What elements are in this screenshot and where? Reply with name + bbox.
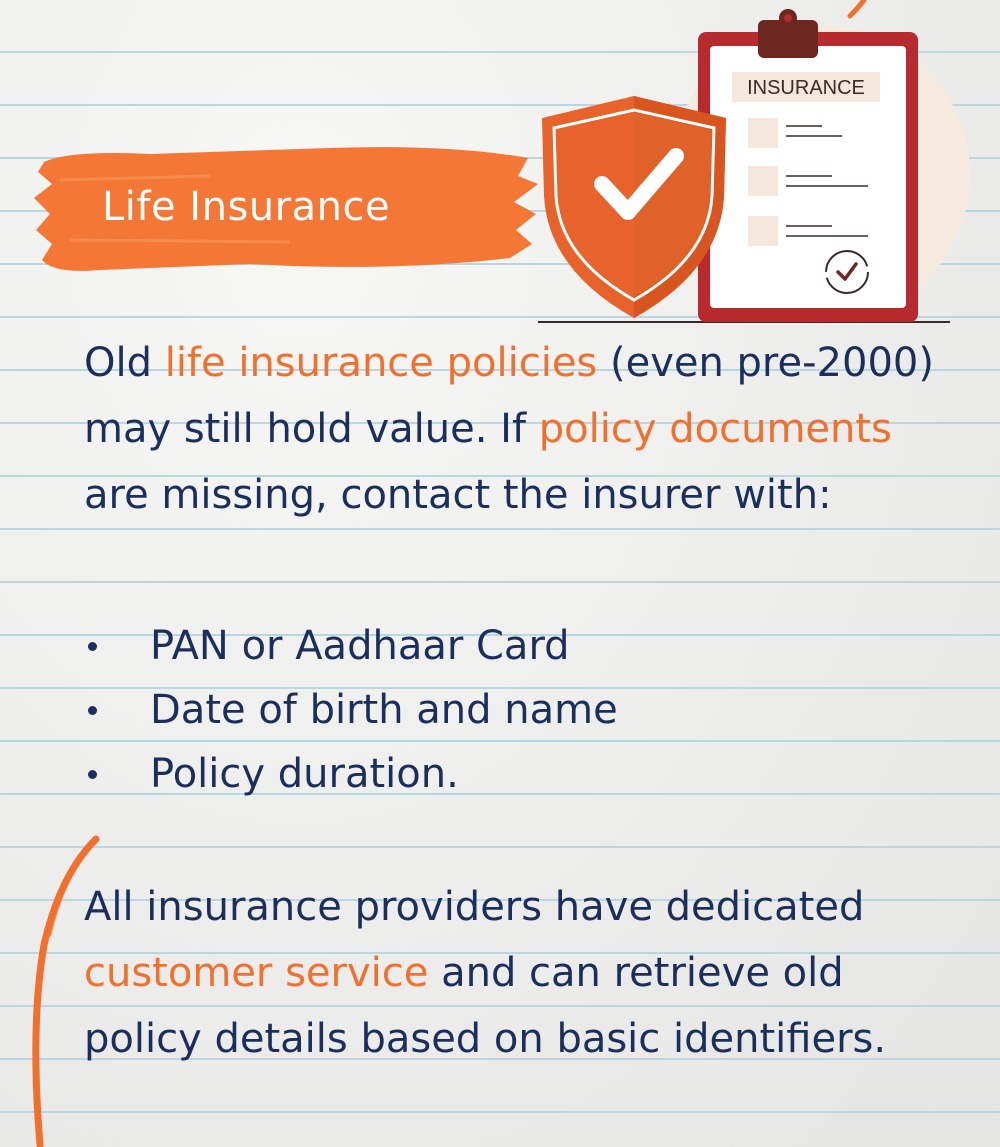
highlight-life-insurance-policies: life insurance policies [164,340,598,386]
insurance-illustration [530,0,1000,330]
list-item-text: Date of birth and name [150,687,618,733]
list-item [84,742,618,806]
clipboard-label: INSURANCE [747,77,865,99]
intro-text-3: are missing, contact the insurer with: [84,472,832,518]
list-item [84,678,618,742]
intro-text-1: Old [84,340,165,386]
highlight-customer-service: customer service [84,950,429,996]
requirements-list [84,614,618,806]
list-item-text: Policy duration. [150,751,459,797]
clipboard-icon [698,9,918,322]
intro-paragraph [84,330,964,528]
title-banner [30,140,540,280]
bullet-icon [88,642,97,651]
bullet-icon [88,706,97,715]
highlight-policy-documents: policy documents [538,406,892,452]
list-item-text: PAN or Aadhaar Card [150,623,570,669]
closing-paragraph [84,874,964,1072]
closing-text-2: and can retrieve old policy details based on basic identifiers. [84,950,887,1062]
bullet-icon [88,770,97,779]
list-item [84,614,618,678]
closing-text-1: All insurance providers have dedicated [84,884,865,930]
page-title: Life Insurance [102,184,391,230]
intro-text-2: (even pre-2000) may still hold value. If [84,340,934,452]
